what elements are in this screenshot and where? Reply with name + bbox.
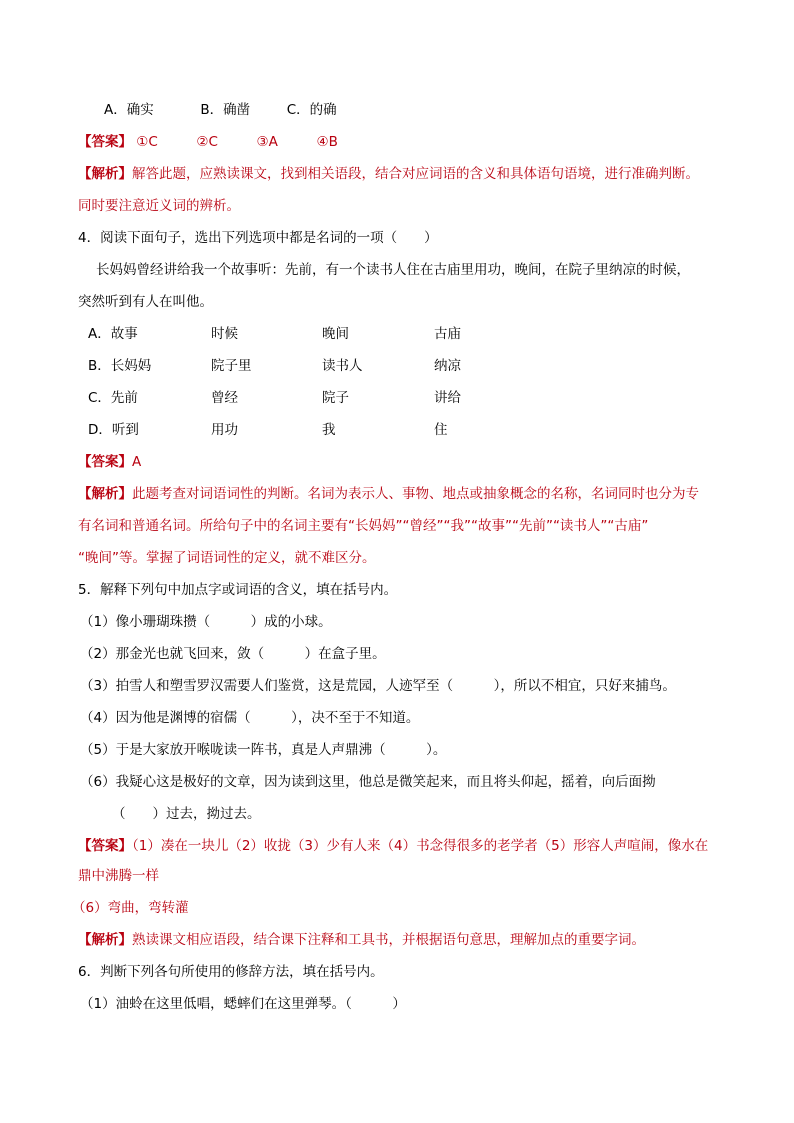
q5-item-6-cont: （ ）过去，拗过去。 xyxy=(112,806,261,822)
q4-option-word: 院子 xyxy=(322,390,349,406)
q4-analysis xyxy=(78,484,699,504)
answer-tag: 【答案】 xyxy=(78,454,132,470)
q4-analysis-line-3: “晚间”等。掌握了词语词性的定义，就不难区分。 xyxy=(78,550,376,566)
q5-item-2: （2）那金光也就飞回来，敛（ ）在盒子里。 xyxy=(80,646,386,662)
q4-option-word: 院子里 xyxy=(211,358,252,374)
q4-option-word: 时候 xyxy=(211,326,238,342)
q4-option-word: 曾经 xyxy=(211,390,238,406)
q4-option-word: 我 xyxy=(322,422,336,438)
q3-answer xyxy=(78,132,338,152)
q5-item-1: （1）像小珊瑚珠攒（ ）成的小球。 xyxy=(80,614,332,630)
q4-option-b-label: B．长妈妈 xyxy=(88,358,152,374)
q3-answer-1: ①C xyxy=(136,134,158,150)
q5-stem: 5．解释下列句中加点字或词语的含义，填在括号内。 xyxy=(78,582,398,598)
q3-option-a: A．确实 xyxy=(104,102,154,118)
answer-tag: 【答案】 xyxy=(78,838,132,854)
q4-option-word: 晚间 xyxy=(322,326,349,342)
q5-item-5: （5）于是大家放开喉咙读一阵书，真是人声鼎沸（ ）。 xyxy=(80,742,447,758)
q5-analysis-text: 熟读课文相应语段，结合课下注释和工具书，并根据语句意思，理解加点的重要字词。 xyxy=(132,932,645,948)
q5-item-6: （6）我疑心这是极好的文章，因为读到这里，他总是微笑起来，而且将头仰起，摇着，向后面拗 xyxy=(80,774,656,790)
analysis-tag: 【解析】 xyxy=(78,932,132,948)
q4-option-word: 读书人 xyxy=(322,358,363,374)
q3-analysis xyxy=(78,164,699,184)
q4-option-word: 纳凉 xyxy=(434,358,461,374)
q5-item-3: （3）拍雪人和塑雪罗汉需要人们鉴赏，这是荒园，人迹罕至（ ），所以不相宜，只好来捕鸟。 xyxy=(80,678,676,694)
q6-stem: 6．判断下列各句所使用的修辞方法，填在括号内。 xyxy=(78,964,384,980)
q4-analysis-text-1: 此题考查对词语词性的判断。名词为表示人、事物、地点或抽象概念的名称，名词同时也分为专 xyxy=(132,486,699,502)
answer-tag: 【答案】 xyxy=(78,134,132,150)
q3-answer-4: ④B xyxy=(316,134,338,150)
q4-passage-line-1: 长妈妈曾经讲给我一个故事听：先前，有一个读书人住在古庙里用功，晚间，在院子里纳凉的时候， xyxy=(96,262,690,278)
q4-option-c-label: C．先前 xyxy=(88,390,138,406)
q3-answer-2: ②C xyxy=(196,134,218,150)
q5-answer-line-3: （6）弯曲，弯转灌 xyxy=(72,900,189,916)
q4-option-word: 讲给 xyxy=(434,390,461,406)
q4-stem: 4．阅读下面句子，选出下列选项中都是名词的一项（ ） xyxy=(78,230,438,246)
q4-option-d-label: D．听到 xyxy=(88,422,139,438)
q3-option-b: B．确凿 xyxy=(200,102,251,118)
q5-answer-text-1: （1）凑在一块儿（2）收拢（3）少有人来（4）书念得很多的老学者（5）形容人声喧闹，像水在 xyxy=(132,838,709,854)
analysis-tag: 【解析】 xyxy=(78,486,132,502)
q3-answer-3: ③A xyxy=(256,134,278,150)
q4-option-word: 用功 xyxy=(211,422,238,438)
q4-option-a-label: A．故事 xyxy=(88,326,138,342)
q6-item-1: （1）油蛉在这里低唱，蟋蟀们在这里弹琴。（ ） xyxy=(80,996,406,1012)
q4-analysis-line-2: 有名词和普通名词。所给句子中的名词主要有“长妈妈”“曾经”“我”“故事”“先前”“读书人”“古庙” xyxy=(78,518,649,534)
q5-answer xyxy=(78,836,708,856)
q3-analysis-text-1: 解答此题，应熟读课文，找到相关语段，结合对应词语的含义和具体语句语境，进行准确判断。 xyxy=(132,166,699,182)
q4-answer xyxy=(78,452,141,472)
q4-option-word: 古庙 xyxy=(434,326,461,342)
q3-options xyxy=(104,100,337,120)
q4-option-word: 住 xyxy=(434,422,448,438)
q4-answer-value: A xyxy=(132,454,142,470)
q5-item-4: （4）因为他是渊博的宿儒（ ），决不至于不知道。 xyxy=(80,710,420,726)
q3-analysis-cont: 同时要注意近义词的辨析。 xyxy=(78,198,240,214)
q4-passage-line-2: 突然听到有人在叫他。 xyxy=(78,294,213,310)
q5-analysis xyxy=(78,930,645,950)
q3-option-c: C．的确 xyxy=(286,102,337,118)
analysis-tag: 【解析】 xyxy=(78,166,132,182)
q5-answer-line-2: 鼎中沸腾一样 xyxy=(78,868,159,884)
